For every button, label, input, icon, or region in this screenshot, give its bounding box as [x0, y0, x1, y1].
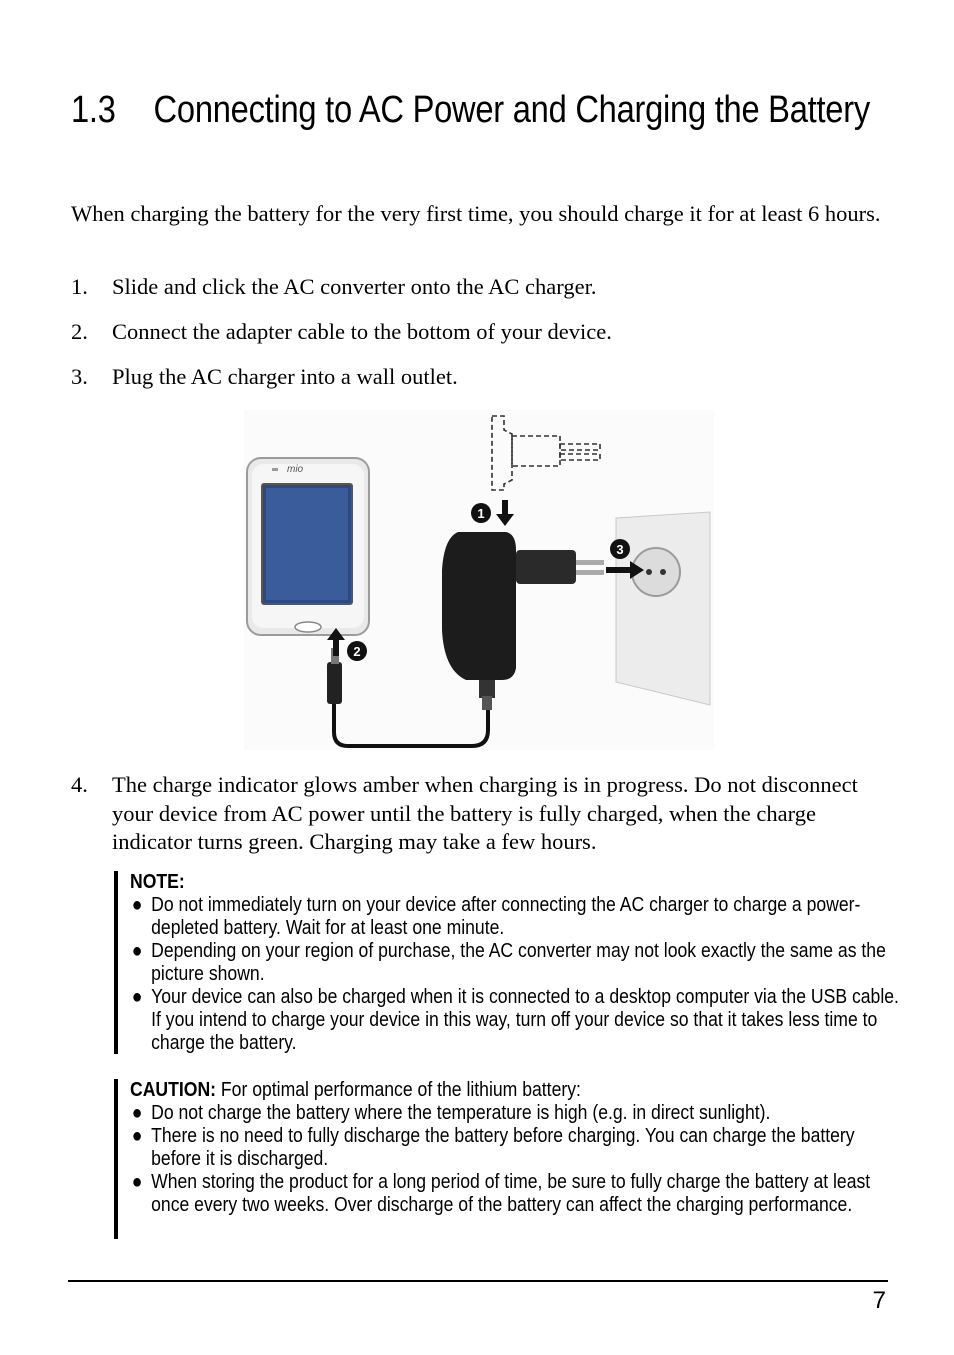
note-item	[130, 986, 904, 1055]
step-number: 2.	[71, 319, 88, 344]
callout-3-label: 3	[616, 542, 624, 557]
step-number: 3.	[71, 364, 88, 389]
step-text: The charge indicator glows amber when charging is in progress. Do not disconnect your device from AC power until the battery is fully charged, when the charge indicator turns green. Charging may take a few hours.	[112, 772, 858, 854]
caution-box	[114, 1079, 905, 1239]
bullet-icon: ●	[131, 894, 143, 916]
gps-device-image	[247, 458, 369, 635]
caution-item-text: There is no need to fully discharge the battery before charging. You can charge the battery before it is discharged.	[151, 1125, 855, 1170]
callout-3-icon	[610, 539, 630, 559]
caution-item-text: When storing the product for a long period of time, be sure to fully charge the battery at least once every two weeks. Over discharge of the battery can affect the charging performance.	[151, 1171, 871, 1216]
note-item-text: Do not immediately turn on your device after connecting the AC charger to charge a power-depleted battery. Wait for at least one minute.	[151, 894, 861, 939]
bullet-icon: ●	[131, 986, 143, 1008]
caution-lead: For optimal performance of the lithium battery:	[220, 1079, 581, 1101]
caution-item	[130, 1125, 904, 1171]
svg-text:mio: mio	[287, 464, 304, 475]
caution-item-text: Do not charge the battery where the temperature is high (e.g. in direct sunlight).	[151, 1102, 771, 1124]
section-title: Connecting to AC Power and Charging the Battery	[153, 89, 870, 131]
intro-paragraph: When charging the battery for the very first time, you should charge it for at least 6 hours.	[71, 201, 881, 226]
bullet-icon: ●	[131, 1125, 143, 1147]
step-number: 4.	[71, 772, 88, 797]
callout-2-icon	[347, 641, 367, 661]
callout-2-label: 2	[353, 644, 361, 659]
note-item-text: Depending on your region of purchase, the AC converter may not look exactly the same as the picture shown.	[151, 940, 886, 985]
step-text: Connect the adapter cable to the bottom of your device.	[112, 319, 612, 344]
step-text: Plug the AC charger into a wall outlet.	[112, 364, 458, 389]
page-number: 7	[872, 1287, 886, 1314]
caution-item	[130, 1171, 904, 1217]
callout-1-label: 1	[477, 506, 485, 521]
caution-title: CAUTION:	[130, 1079, 217, 1101]
footer-rule	[68, 1280, 888, 1282]
bullet-icon: ●	[131, 1171, 143, 1193]
caution-item	[130, 1102, 904, 1125]
note-title: NOTE:	[130, 871, 185, 893]
section-number: 1.3	[71, 89, 116, 131]
note-item	[130, 894, 904, 940]
step-number: 1.	[71, 274, 88, 299]
bullet-icon: ●	[131, 940, 143, 962]
note-item	[130, 940, 904, 986]
wall-panel	[616, 512, 710, 705]
note-box	[114, 871, 905, 1054]
callout-1-icon	[471, 503, 491, 523]
note-item-text: Your device can also be charged when it is connected to a desktop computer via the USB cable. If you intend to charge your device in this way, turn off your device so that it takes less time to charge the battery.	[151, 986, 899, 1054]
bullet-icon: ●	[131, 1102, 143, 1124]
step-text: Slide and click the AC converter onto the AC charger.	[112, 274, 597, 299]
charging-illustration	[244, 410, 714, 750]
